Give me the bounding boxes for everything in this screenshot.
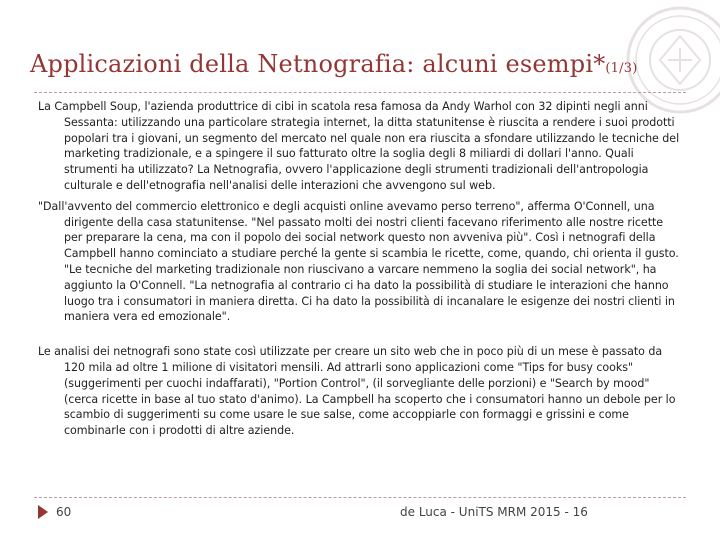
- paragraph-website-results: Le analisi dei netnografi sono state così utilizzate per creare un sito web che in poco più di un mese è passato da 120 mila ad oltre 1 milione di visitatori mensili. Ad attrarli sono applicazioni come "Tips for busy cooks" (suggerimenti per cuochi indaffarati), "Portion Control", (il sorvegliante delle porzioni) e "Search by mood" (cerca ricette in base al tuo stato d'animo). La Campbell ha scoperto che i consumatori hanno un debole per lo scambio di suggerimenti su come usare le sue salse, come accoppiarle con formaggi e grissini e come combinarle con i prodotti di altre aziende.: [38, 345, 676, 438]
- slide-title-part: (1/3): [605, 61, 638, 76]
- paragraph-oconnell-quote: "Dall'avvento del commercio elettronico e degli acquisti online avevamo perso terreno", afferma O'Connell, una dirigente della casa statunitense. "Nel passato molti dei nostri clienti facevano riferimento alle nostre ricette per preparare la cena, ma con il popolo dei social network questo non avveniva più". Così i netnografi della Campbell hanno cominciato a studiare perché la gente si scambia le ricette, come, quando, chi orienta il gusto. "Le tecniche del marketing tradizionale non riuscivano a varcare nemmeno la soglia dei social network", ha aggiunto la O'Connell. "La netnografia al contrario ci ha dato la possibilità di studiare le interazioni che hanno luogo tra i consumatori in maniera diretta. Ci ha dato la possibilità di incanalare le esigenze dei nostri clienti in maniera vera ed emozionale".: [38, 199, 679, 324]
- arrow-right-icon: [38, 505, 48, 519]
- slide-title-text: Applicazioni della Netnografia: alcuni esempi*: [30, 50, 606, 78]
- page-number: 60: [56, 505, 72, 519]
- footer-divider: [34, 497, 686, 498]
- title-divider: [34, 92, 686, 93]
- slide-body: [38, 99, 682, 439]
- footer-credit: de Luca - UniTS MRM 2015 - 16: [400, 505, 588, 519]
- slide-title: [30, 50, 637, 78]
- paragraph-campbell-intro: La Campbell Soup, l'azienda produttrice di cibi in scatola resa famosa da Andy Warhol con 32 dipinti negli anni Sessanta: utilizzando una particolare strategia internet, la ditta statunitense è riuscita a rendere i suoi prodotti popolari tra i giovani, un segmento del mercato nel quale non era riuscita a sfondare utilizzando le tecniche del marketing tradizionale, e a spingere il suo fatturato oltre la soglia degli 8 miliardi di dollari l'anno. Quali strumenti ha utilizzato? La Netnografia, ovvero l'applicazione degli strumenti tradizionali dell'antropologia culturale e dell'etnografia nell'analisi delle interazioni che avvengono sul web.: [38, 100, 680, 192]
